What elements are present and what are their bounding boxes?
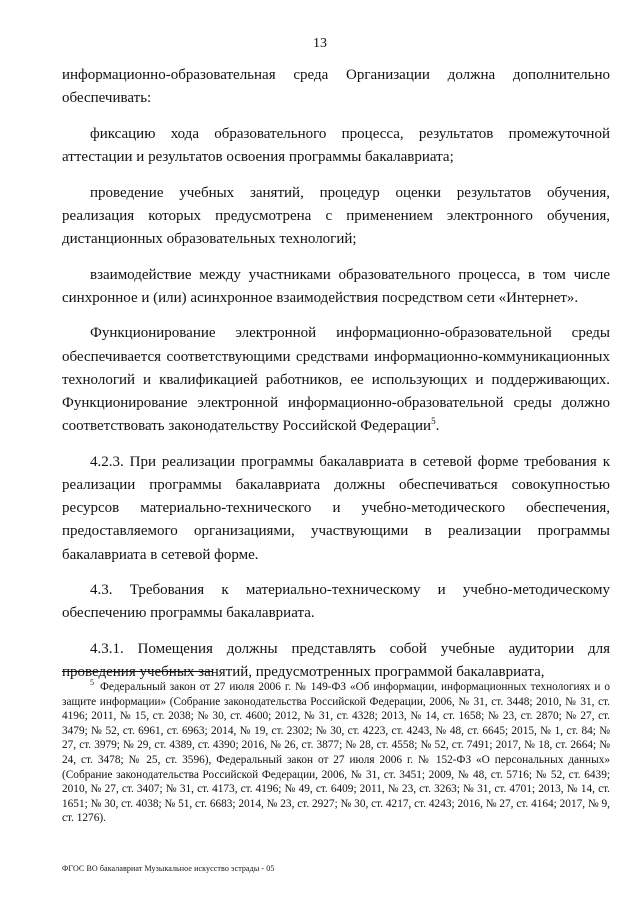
paragraph-recording: фиксацию хода образовательного процесса, результатов промежуточной аттестации и результатов освоения программы бакалавриата; xyxy=(62,125,610,165)
paragraph-functioning-text: Функционирование электронной информационно-образовательной среды обеспечивается соответствующими средствами информационно-коммуникационных технологий и квалификацией работников, ее использующих и поддерживающих. Функционирование электронной информационно-образовательной среды должно соответствовать законодательству Российской Федерации xyxy=(62,325,610,435)
paragraph-4-2-3: 4.2.3. При реализации программы бакалавриата в сетевой форме требования к реализации программы бакалавриата должны обеспечиваться совокупностью ресурсов материально-технического и учебно-методического обеспечения, предоставляемого организациями, участвующими в реализации программы бакалавриата в сетевой форме. xyxy=(62,453,610,563)
main-text xyxy=(62,64,610,697)
page-number: 13 xyxy=(313,36,327,51)
paragraph-intro: информационно-образовательная среда Организации должна дополнительно обеспечивать: xyxy=(62,67,610,107)
paragraph-classes: проведение учебных занятий, процедур оценки результатов обучения, реализация которых предусмотрена с применением электронного обучения, дистанционных образовательных технологий; xyxy=(62,184,610,247)
paragraph-4-3: 4.3. Требования к материально-техническому и учебно-методическому обеспечению программы бакалавриата. xyxy=(62,582,610,622)
footnote-reference: 5 xyxy=(431,416,436,427)
footnote xyxy=(62,680,610,826)
footnote-number: 5 xyxy=(90,678,94,688)
page-footer: ФГОС ВО бакалавриат Музыкальное искусство эстрады - 05 xyxy=(62,864,275,873)
footnote-separator xyxy=(62,671,212,672)
footnote-text: Федеральный закон от 27 июля 2006 г. № 149-ФЗ «Об информации, информационных технологиях и о защите информации» (Собрание законодательства Российской Федерации, 2006, № 31, ст. 3448; 2010, № 31, ст. 4196; 2011, № 15, ст. 2038; № 30, ст. 4600; 2012, № 31, ст. 4328; 2013, № 14, ст. 1658; № 23, ст. 2870; № 27, ст. 3479; № 52, ст. 6961, ст. 6963; 2014, № 19, ст. 2302; № 30, ст. 4223, ст. 4243, № 48, ст. 6645; 2015, № 1, ст. 84; № 27, ст. 3979; № 29, ст. 4389, ст. 4390; 2016, № 26, ст. 3877; № 28, ст. 4558; № 52, ст. 7491; 2017, № 18, ст. 2664; № 24, ст. 3478; № 25, ст. 3596), Федеральный закон от 27 июля 2006 г. № 152-ФЗ «О персональных данных» (Собрание законодательства Российской Федерации, 2006, № 31, ст. 3451; 2009, № 48, ст. 5716; № 52, ст. 6439; 2010, № 27, ст. 3407; № 31, ст. 4173, ст. 4196; № 49, ст. 6409; 2011, № 23, ст. 3263; № 31, ст. 4701; 2013, № 14, ст. 1651; № 30, ст. 4038; № 51, ст. 6683; 2014, № 23, ст. 2927; № 30, ст. 4217, ст. 4243; 2016, № 27, ст. 4164; 2017, № 9, ст. 1276). xyxy=(62,681,610,825)
paragraph-4-3-1: 4.3.1. Помещения должны представлять собой учебные аудитории для проведения учебных занятий, предусмотренных программой бакалавриата, xyxy=(62,641,610,681)
paragraph-functioning xyxy=(62,322,610,438)
paragraph-interaction: взаимодействие между участниками образовательного процесса, в том числе синхронное и (или) асинхронное взаимодействия посредством сети «Интернет». xyxy=(62,266,610,306)
paragraph-functioning-end: . xyxy=(435,418,440,435)
